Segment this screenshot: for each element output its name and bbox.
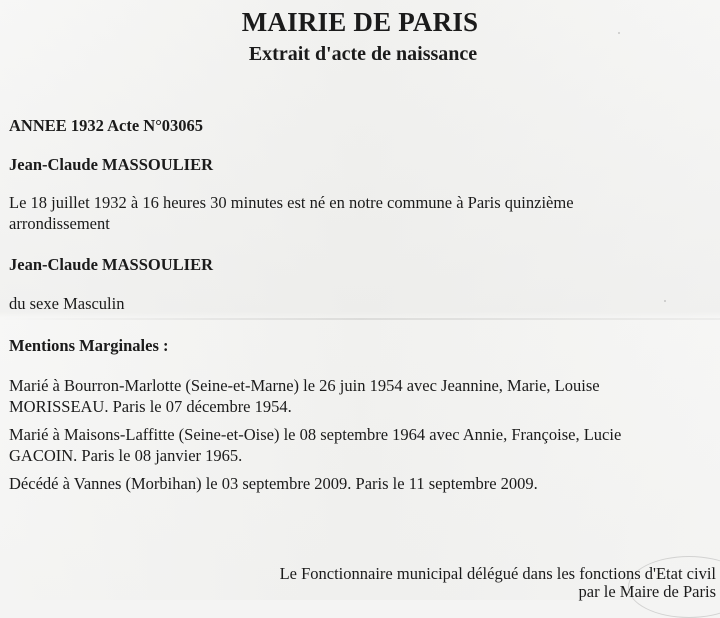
- signature-line-2: par le Maire de Paris: [578, 582, 716, 601]
- mention-marriage-1-line-1: Marié à Bourron-Marlotte (Seine-et-Marne) le 26 juin 1954 avec Jeannine, Marie, Louise: [9, 376, 600, 395]
- document-title: MAIRIE DE PARIS: [241, 7, 479, 37]
- person-name: Jean-Claude MASSOULIER: [9, 155, 213, 174]
- mention-marriage-2-line-1: Marié à Maisons-Laffitte (Seine-et-Oise) le 08 septembre 1964 avec Annie, Françoise, Lucie: [9, 425, 622, 444]
- mention-marriage-2-line-2: GACOIN. Paris le 08 janvier 1965.: [9, 446, 243, 465]
- person-name-repeat: Jean-Claude MASSOULIER: [9, 255, 213, 274]
- mention-death: Décédé à Vannes (Morbihan) le 03 septembre 2009. Paris le 11 septembre 2009.: [9, 474, 538, 493]
- paper-speck: [664, 300, 666, 302]
- birth-statement-line-1: Le 18 juillet 1932 à 16 heures 30 minutes est né en notre commune à Paris quinzième: [9, 193, 574, 212]
- birth-statement-line-2: arrondissement: [9, 214, 110, 233]
- signature-line-1: Le Fonctionnaire municipal délégué dans les fonctions d'Etat civil: [279, 564, 716, 583]
- document-subtitle: Extrait d'acte de naissance: [248, 43, 478, 65]
- year-act-number: ANNEE 1932 Acte N°03065: [9, 116, 204, 135]
- mention-marriage-1-line-2: MORISSEAU. Paris le 07 décembre 1954.: [9, 397, 292, 416]
- paper-fold-line: [0, 318, 720, 320]
- mentions-heading: Mentions Marginales :: [9, 336, 169, 355]
- sex-statement: du sexe Masculin: [9, 294, 125, 313]
